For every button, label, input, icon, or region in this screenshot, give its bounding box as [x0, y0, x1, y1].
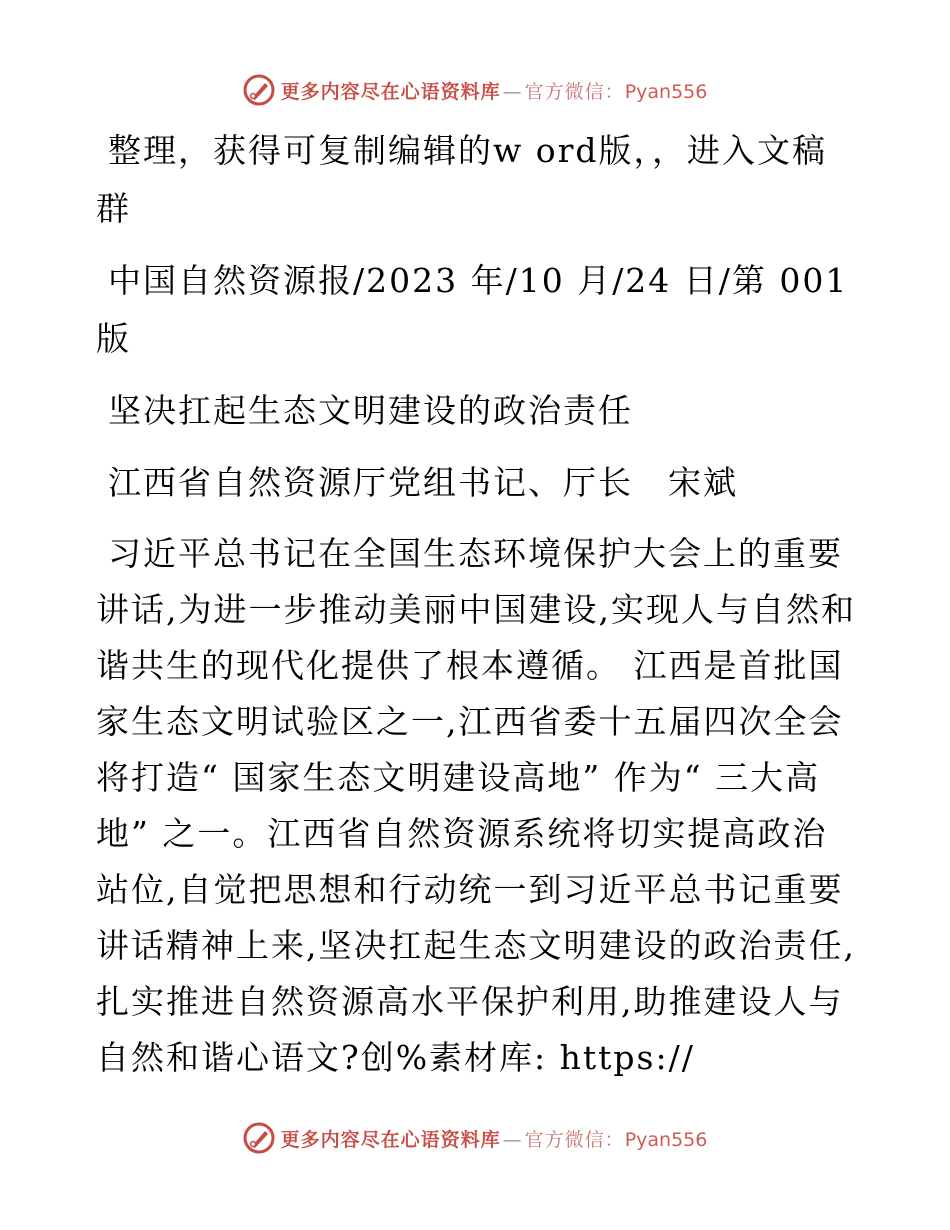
document-body: [96, 122, 856, 1100]
banner-library-text: 更多内容尽在心语资料库: [280, 1128, 501, 1151]
quill-pen-logo-icon: [243, 1122, 275, 1154]
body-paragraph: 习近平总书记在全国生态环境保护大会上的重要讲话,为进一步推动美丽中国建设,实现人与自然和谐共生的现代化提供了根本遵循。 江西是首批国家生态文明试验区之一,江西省委十五届四次全会将打造“ 国家生态文明建设高地” 作为“ 三大高地” 之一。江西省自然资源系统将切实提高政治站位,自觉把思想和行动统一到习近平总书记重要讲话精神上来,坚决扛起生态文明建设的政治责任,扎实推进自然资源高水平保护利用,助推建设人与自然和谐心语文?创%素材库: https://: [96, 534, 856, 1077]
banner-text: [281, 77, 708, 104]
banner-text: [281, 1125, 708, 1152]
banner-library-text: 更多内容尽在心语资料库: [280, 80, 501, 103]
author-line: 江西省自然资源厅党组书记、厅长 宋斌: [108, 463, 738, 502]
banner-wechat-handle: Pyan556: [624, 80, 708, 103]
header-banner: [0, 72, 950, 108]
article-title: 坚决扛起生态文明建设的政治责任: [108, 391, 633, 430]
footer-banner: [0, 1120, 950, 1156]
source-line: 中国自然资源报/2023 年/10 月/24 日/第 001 版: [96, 261, 849, 358]
intro-paragraph: 整理，获得可复制编辑的w ord版，，进入文稿群: [96, 131, 828, 228]
banner-separator: —: [502, 1128, 523, 1151]
quill-pen-logo-icon: [243, 74, 275, 106]
banner-wechat-handle: Pyan556: [624, 1128, 708, 1151]
banner-separator: —: [502, 80, 523, 103]
banner-wechat-label: 官方微信：: [524, 80, 625, 103]
banner-wechat-label: 官方微信：: [524, 1128, 625, 1151]
